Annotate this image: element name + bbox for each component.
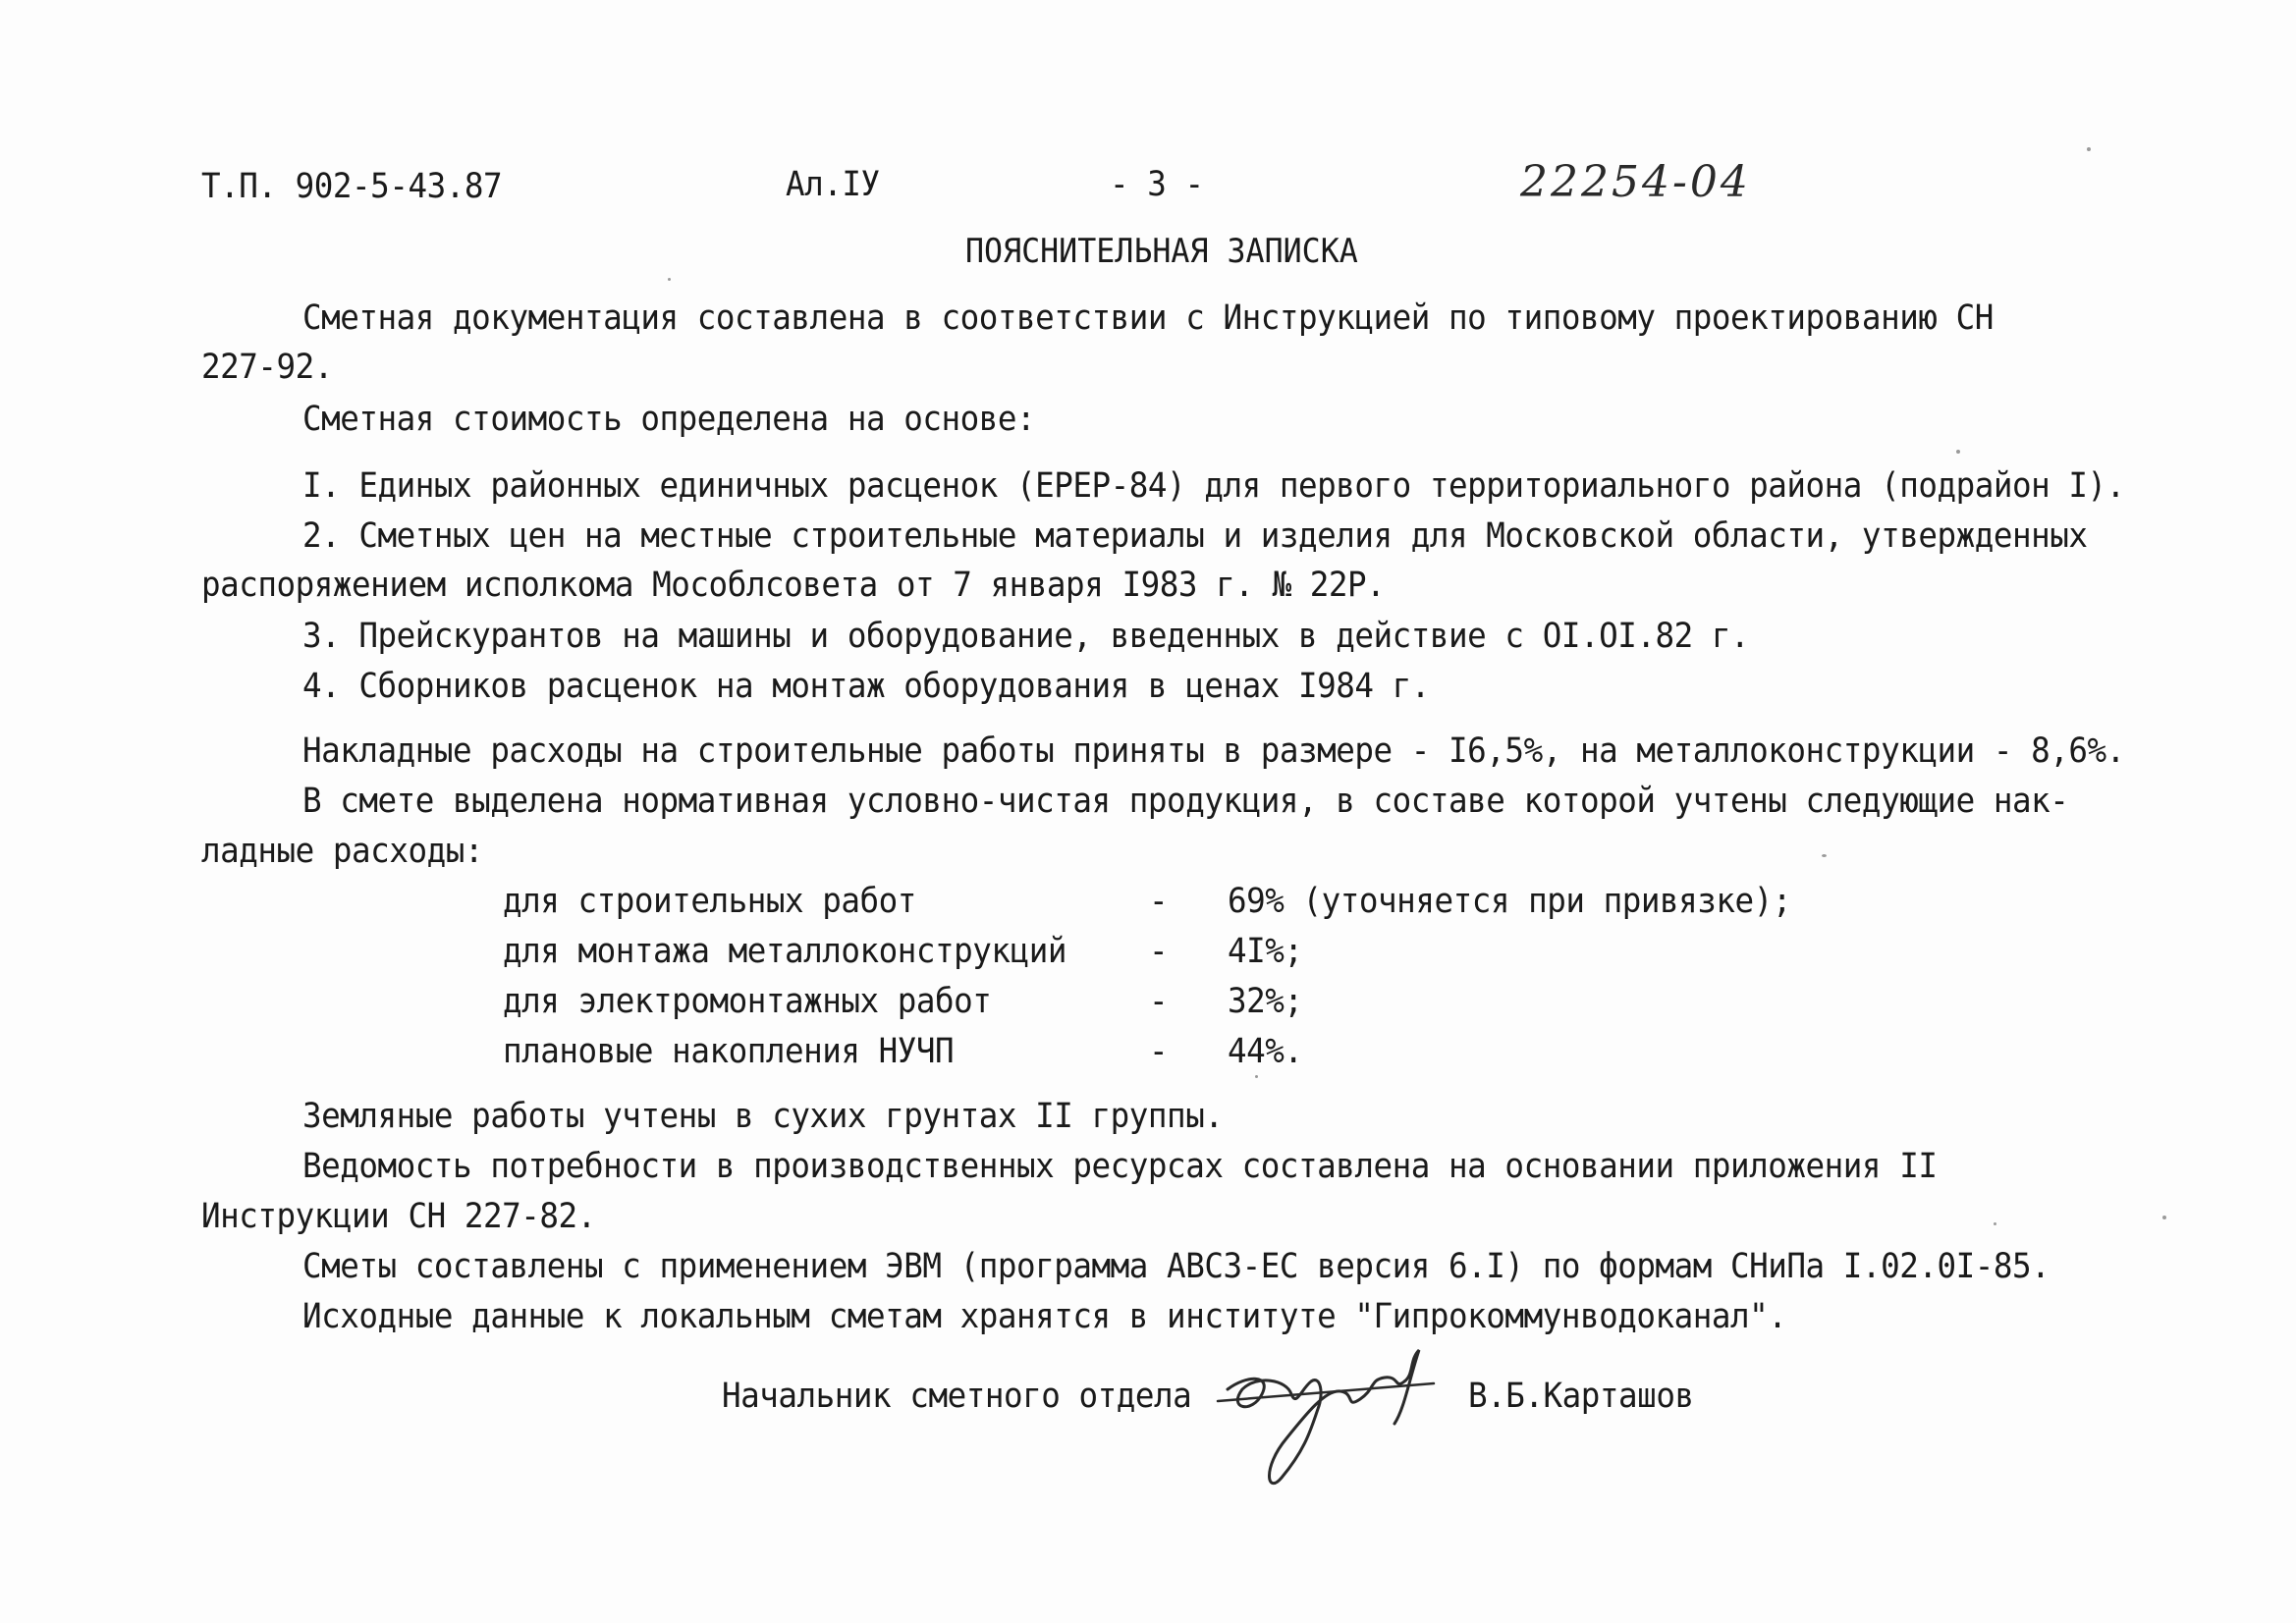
rate-dash: -	[1149, 882, 1169, 921]
rate-dash: -	[1149, 982, 1169, 1021]
scan-speck	[1956, 450, 1960, 454]
doc-code: Т.П. 902-5-43.87	[201, 167, 503, 206]
signoff-position: Начальник сметного отдела	[722, 1377, 1192, 1416]
rate-dash: -	[1149, 1032, 1169, 1071]
list-item-2-line-1: 2. Сметных цен на местные строительные материалы и изделия для Московской области, утвержденных	[302, 516, 2088, 556]
paragraph-4-line-1: В смете выделена нормативная условно-чистая продукция, в составе которой учтены следующие нак-	[302, 782, 2069, 821]
paragraph-6-line-1: Ведомость потребности в производственных ресурсах составлена на основании приложения II	[302, 1147, 1938, 1186]
rate-value: 44%.	[1228, 1032, 1303, 1071]
list-item-4: 4. Сборников расценок на монтаж оборудования в ценах I984 г.	[302, 667, 1430, 706]
list-item-2-line-2: распоряжением исполкома Мособлсовета от 7 января I983 г. № 22Р.	[201, 566, 1386, 605]
scan-speck	[1822, 854, 1827, 857]
rate-label: для монтажа металлоконструкций	[503, 932, 1066, 971]
scan-speck	[2087, 147, 2091, 151]
paragraph-5: Земляные работы учтены в сухих грунтах II группы.	[302, 1097, 1224, 1136]
scan-speck	[1255, 1075, 1258, 1078]
rate-label: для строительных работ	[503, 882, 916, 921]
rate-value: 69% (уточняется при привязке);	[1228, 882, 1791, 921]
list-item-3: 3. Прейскурантов на машины и оборудование, введенных в действие с OI.OI.82 г.	[302, 617, 1750, 656]
rate-label: для электромонтажных работ	[503, 982, 992, 1021]
paragraph-4-line-2: ладные расходы:	[201, 832, 483, 871]
signature-image	[1208, 1321, 1463, 1507]
signoff-name: В.Б.Карташов	[1468, 1377, 1694, 1416]
paragraph-7: Сметы составлены с применением ЭВМ (программа АВСЗ-ЕС версия 6.I) по формам СНиПа I.02.0I-85.	[302, 1247, 2050, 1286]
rate-label: плановые накопления НУЧП	[503, 1032, 955, 1071]
scan-speck	[668, 278, 671, 281]
paragraph-1-line-1: Сметная документация составлена в соответствии с Инструкцией по типовому проектированию СН	[302, 298, 1994, 338]
scan-speck	[2162, 1216, 2166, 1219]
page-number: - 3 -	[1110, 165, 1204, 204]
album-number: Ал.IУ	[786, 165, 880, 204]
list-item-1: I. Единых районных единичных расценок (ЕРЕР-84) для первого территориального района (подрайон I).	[302, 466, 2125, 506]
paragraph-2: Сметная стоимость определена на основе:	[302, 400, 1036, 439]
paragraph-6-line-2: Инструкции СН 227-82.	[201, 1197, 596, 1236]
paragraph-3: Накладные расходы на строительные работы приняты в размере - I6,5%, на металлоконструкции - 8,6%.	[302, 731, 2125, 771]
rate-dash: -	[1149, 932, 1169, 971]
paragraph-8: Исходные данные к локальным сметам хранятся в институте "Гипрокоммунводоканал".	[302, 1297, 1787, 1336]
rate-value: 4I%;	[1228, 932, 1303, 971]
paragraph-1-line-2: 227-92.	[201, 348, 333, 387]
handwritten-number: 22254-04	[1520, 157, 1751, 207]
page-title: ПОЯСНИТЕЛЬНАЯ ЗАПИСКА	[965, 232, 1358, 271]
scan-speck	[1994, 1222, 1996, 1225]
rate-value: 32%;	[1228, 982, 1303, 1021]
